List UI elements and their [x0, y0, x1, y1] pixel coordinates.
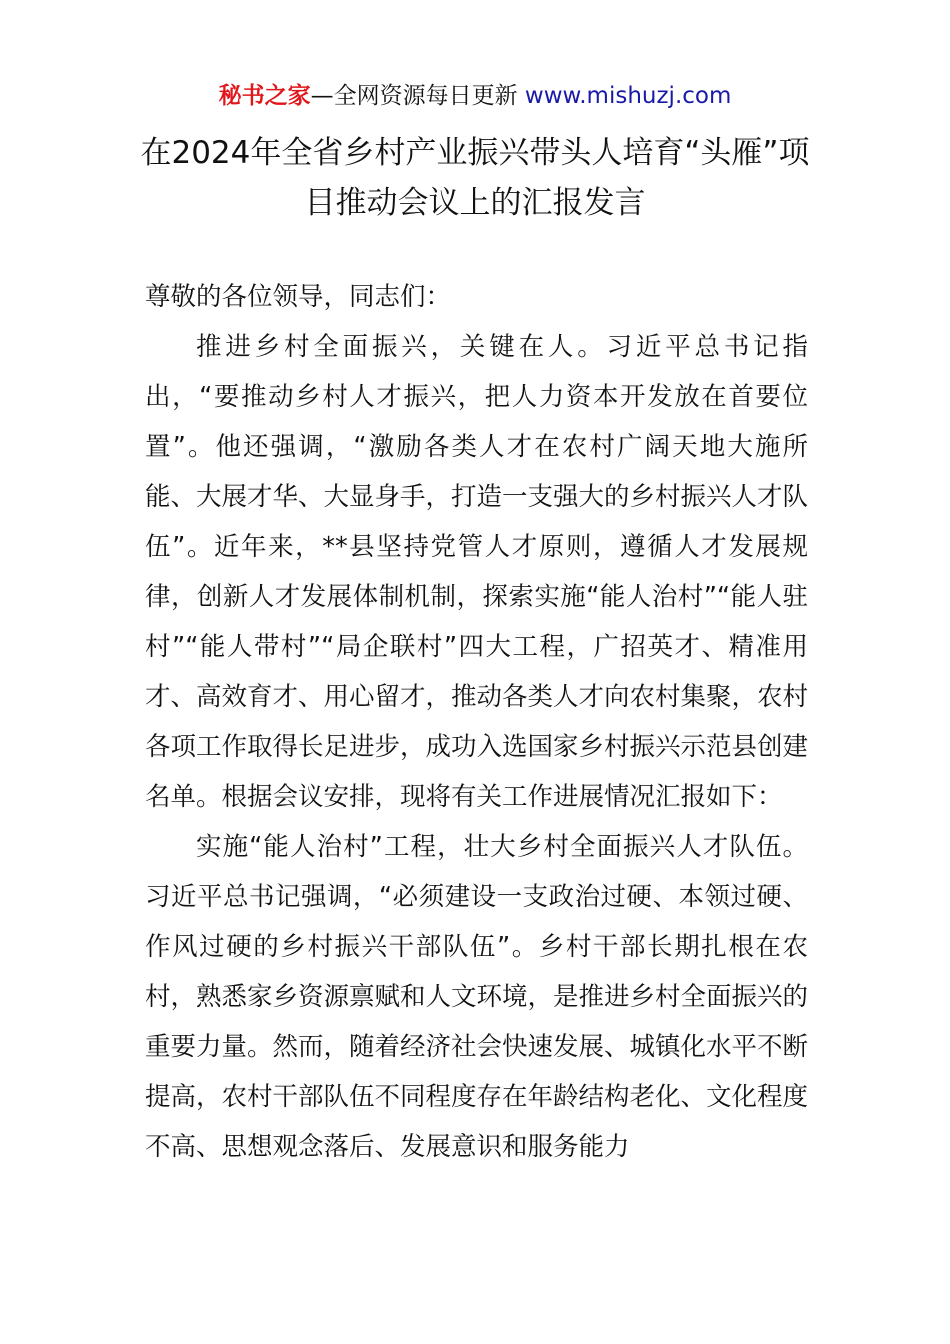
salutation: 尊敬的各位领导，同志们： — [145, 282, 452, 312]
site-header — [0, 80, 950, 112]
paragraph: 实施“能人治村”工程，壮大乡村全面振兴人才队伍。习近平总书记强调，“必须建设一支政治过硬、本领过硬、作风过硬的乡村振兴干部队伍”。乡村干部长期扎根在农村，熟悉家乡资源禀赋和人文环境，是推进乡村全面振兴的重要力量。然而，随着经济社会快速发展、城镇化水平不断提高，农村干部队伍不同程度存在年龄结构老化、文化程度不高、思想观念落后、发展意识和服务能力 — [145, 832, 809, 1162]
paragraph: 推进乡村全面振兴，关键在人。习近平总书记指出，“要推动乡村人才振兴，把人力资本开发放在首要位置”。他还强调，“激励各类人才在农村广阔天地大施所能、大展才华、大显身手，打造一支强大的乡村振兴人才队伍”。近年来，**县坚持党管人才原则，遵循人才发展规律，创新人才发展体制机制，探索实施“能人治村”“能人驻村”“能人带村”“局企联村”四大工程，广招英才、精准用才、高效育才、用心留才，推动各类人才向农村集聚，农村各项工作取得长足进步，成功入选国家乡村振兴示范县创建名单。根据会议安排，现将有关工作进展情况汇报如下： — [145, 332, 809, 812]
site-slogan: —全网资源每日更新 — [310, 83, 518, 109]
site-url-link[interactable]: www.mishuzj.com — [524, 83, 732, 109]
document-title: 在2024年全省乡村产业振兴带头人培育“头雁”项目推动会议上的汇报发言 — [140, 135, 810, 221]
document-body — [145, 272, 808, 1172]
site-name: 秘书之家 — [218, 83, 311, 109]
